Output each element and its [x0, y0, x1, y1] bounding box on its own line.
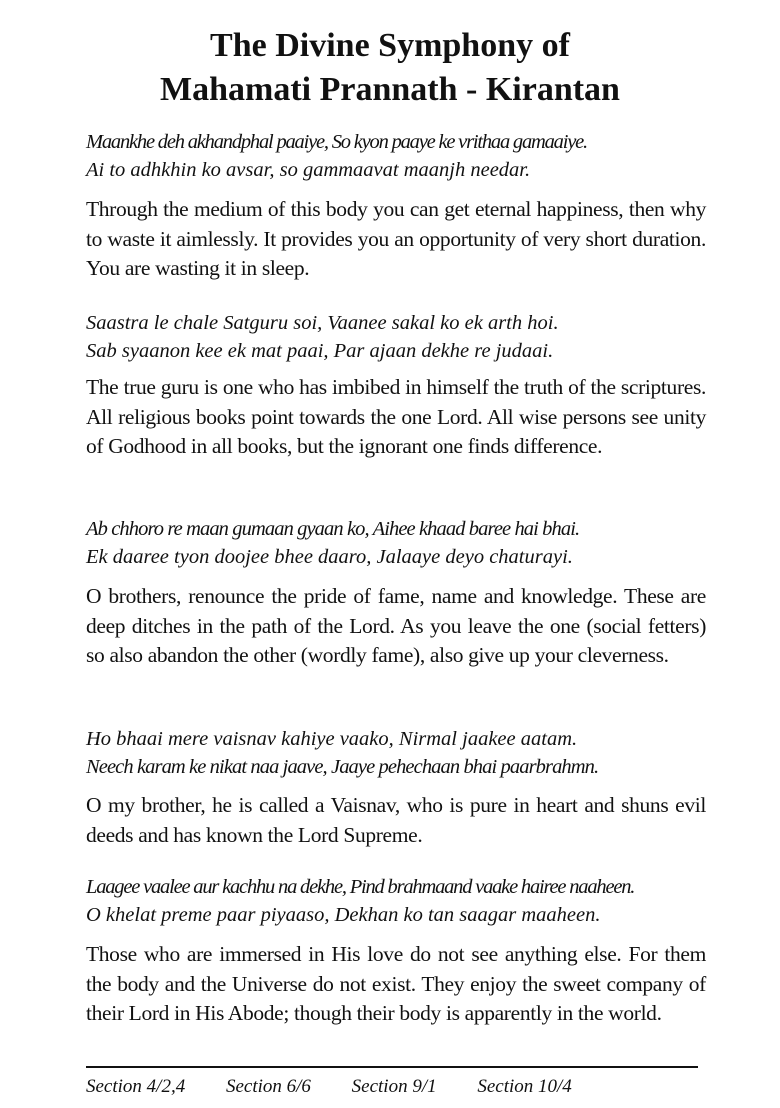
- verse-line: Ek daaree tyon doojee bhee daaro, Jalaaye deyo chaturayi.: [86, 546, 573, 568]
- verse-line: Neech karam ke nikat naa jaave, Jaaye pehechaan bhai paarbrahmn.: [86, 756, 599, 778]
- section-reference: Section 9/1: [351, 1076, 437, 1097]
- verse-block-3: [86, 515, 716, 571]
- verse-line: Sab syaanon kee ek mat paai, Par ajaan dekhe re judaai.: [86, 340, 554, 362]
- verse-line: O khelat preme paar piyaaso, Dekhan ko tan saagar maaheen.: [86, 904, 601, 926]
- verse-line: Maankhe deh akhandphal paaiye, So kyon paaye ke vrithaa gamaaiye.: [86, 131, 587, 153]
- section-references: [86, 1074, 698, 1100]
- verse-block-1: [86, 128, 716, 184]
- verse-block-5: [86, 873, 716, 929]
- meaning-paragraph-3: O brothers, renounce the pride of fame, name and knowledge. These are deep ditches in the path of the Lord. As you leave the one (social fetters) so also abandon the other (wordly fame), also give up your cleverness.: [86, 584, 706, 667]
- footer-divider: [86, 1066, 698, 1068]
- page-title-line-1: The Divine Symphony of: [210, 27, 570, 64]
- verse-line: Laagee vaalee aur kachhu na dekhe, Pind brahmaand vaake hairee naaheen.: [86, 876, 635, 898]
- meaning-paragraph-2: The true guru is one who has imbibed in himself the truth of the scriptures. All religious books point towards the one Lord. All wise persons see unity of Godhood in all books, but the ignorant one finds difference.: [86, 375, 706, 458]
- verse-block-2: [86, 309, 716, 365]
- meaning-paragraph-1: Through the medium of this body you can get eternal happiness, then why to waste it aimlessly. It provides you an opportunity of very short duration. You are wasting it in sleep.: [86, 197, 706, 280]
- verse-line: Ai to adhkhin ko avsar, so gammaavat maanjh needar.: [86, 159, 531, 181]
- section-reference: Section 10/4: [477, 1076, 572, 1097]
- verse-line: Saastra le chale Satguru soi, Vaanee sakal ko ek arth hoi.: [86, 312, 559, 334]
- verse-line: Ho bhaai mere vaisnav kahiye vaako, Nirmal jaakee aatam.: [86, 728, 578, 750]
- section-reference: Section 4/2,4: [86, 1076, 186, 1097]
- verse-line: Ab chhoro re maan gumaan gyaan ko, Aihee khaad baree hai bhai.: [86, 518, 580, 540]
- meaning-paragraph-5: Those who are immersed in His love do not see anything else. For them the body and the Universe do not exist. They enjoy the sweet company of their Lord in His Abode; though their body is apparently in the world.: [86, 942, 706, 1025]
- verse-block-4: [86, 725, 716, 781]
- meaning-paragraph-4: O my brother, he is called a Vaisnav, who is pure in heart and shuns evil deeds and has known the Lord Supreme.: [86, 793, 706, 847]
- section-reference: Section 6/6: [225, 1076, 311, 1097]
- page-title-line-2: Mahamati Prannath - Kirantan: [160, 71, 620, 108]
